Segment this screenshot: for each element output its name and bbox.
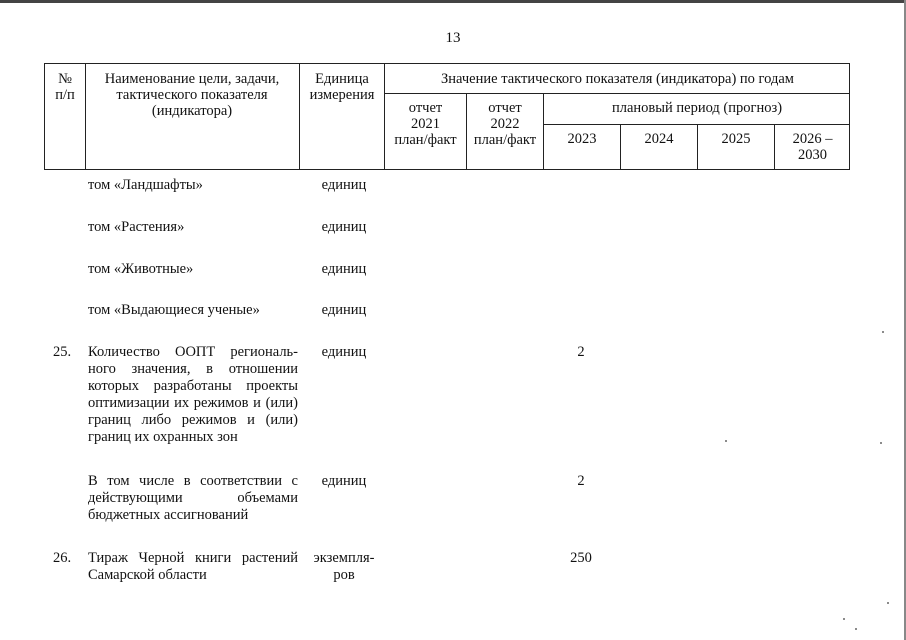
header-divider (299, 64, 300, 170)
page-number: 13 (445, 30, 461, 46)
row-name: В том числе в соответствии с действующими объемами бюджетных ассигнований (88, 473, 298, 523)
row-unit: единиц (321, 177, 367, 193)
header-year-2025: 2025 (721, 131, 751, 147)
row-unit: единиц (321, 302, 367, 318)
header-col-unit: Единица измерения (309, 71, 375, 103)
header-report-2021: отчет 2021 план/факт (394, 100, 457, 148)
row-name: Тираж Черной книги растений Самарской области (88, 550, 298, 583)
scan-speck (880, 442, 882, 444)
page-top-edge (0, 0, 906, 3)
row-unit: экземпля- ров (313, 550, 375, 583)
scan-speck (887, 602, 889, 604)
row-unit: единиц (321, 261, 367, 277)
scan-speck (882, 331, 884, 333)
header-divider (85, 64, 86, 170)
row-value-2023: 2 (577, 473, 585, 489)
header-plan-period: плановый период (прогноз) (611, 100, 783, 116)
table-header (44, 63, 850, 170)
row-unit: единиц (321, 473, 367, 489)
header-col-values: Значение тактического показателя (индикатора) по годам (441, 71, 794, 87)
row-name: том «Растения» (88, 219, 185, 235)
row-name: том «Животные» (88, 261, 194, 277)
header-year-2023: 2023 (567, 131, 597, 147)
scan-speck (725, 440, 727, 442)
scan-speck (855, 628, 857, 630)
row-number: 26. (53, 550, 72, 566)
header-col-name: Наименование цели, задачи, тактического показателя (индикатора) (104, 71, 280, 119)
row-number: 25. (53, 344, 72, 360)
row-value-2023: 250 (570, 550, 592, 566)
row-unit: единиц (321, 219, 367, 235)
header-year-2026-2030: 2026 – 2030 (792, 131, 833, 163)
row-unit: единиц (321, 344, 367, 360)
row-value-2023: 2 (577, 344, 585, 360)
scan-speck (843, 618, 845, 620)
row-name: том «Выдающиеся ученые» (88, 302, 260, 318)
header-report-2022: отчет 2022 план/факт (473, 100, 537, 148)
header-col-number: № п/п (55, 71, 75, 103)
header-year-2024: 2024 (644, 131, 674, 147)
header-divider (384, 93, 850, 94)
row-name: том «Ландшафты» (88, 177, 203, 193)
row-name: Количество ООПТ региональ-ного значения, в отношении которых разработаны проекты оптимизации их режимов и (или) границ либо режимов и (или) границ их охранных зон (88, 344, 298, 445)
header-divider (543, 124, 850, 125)
